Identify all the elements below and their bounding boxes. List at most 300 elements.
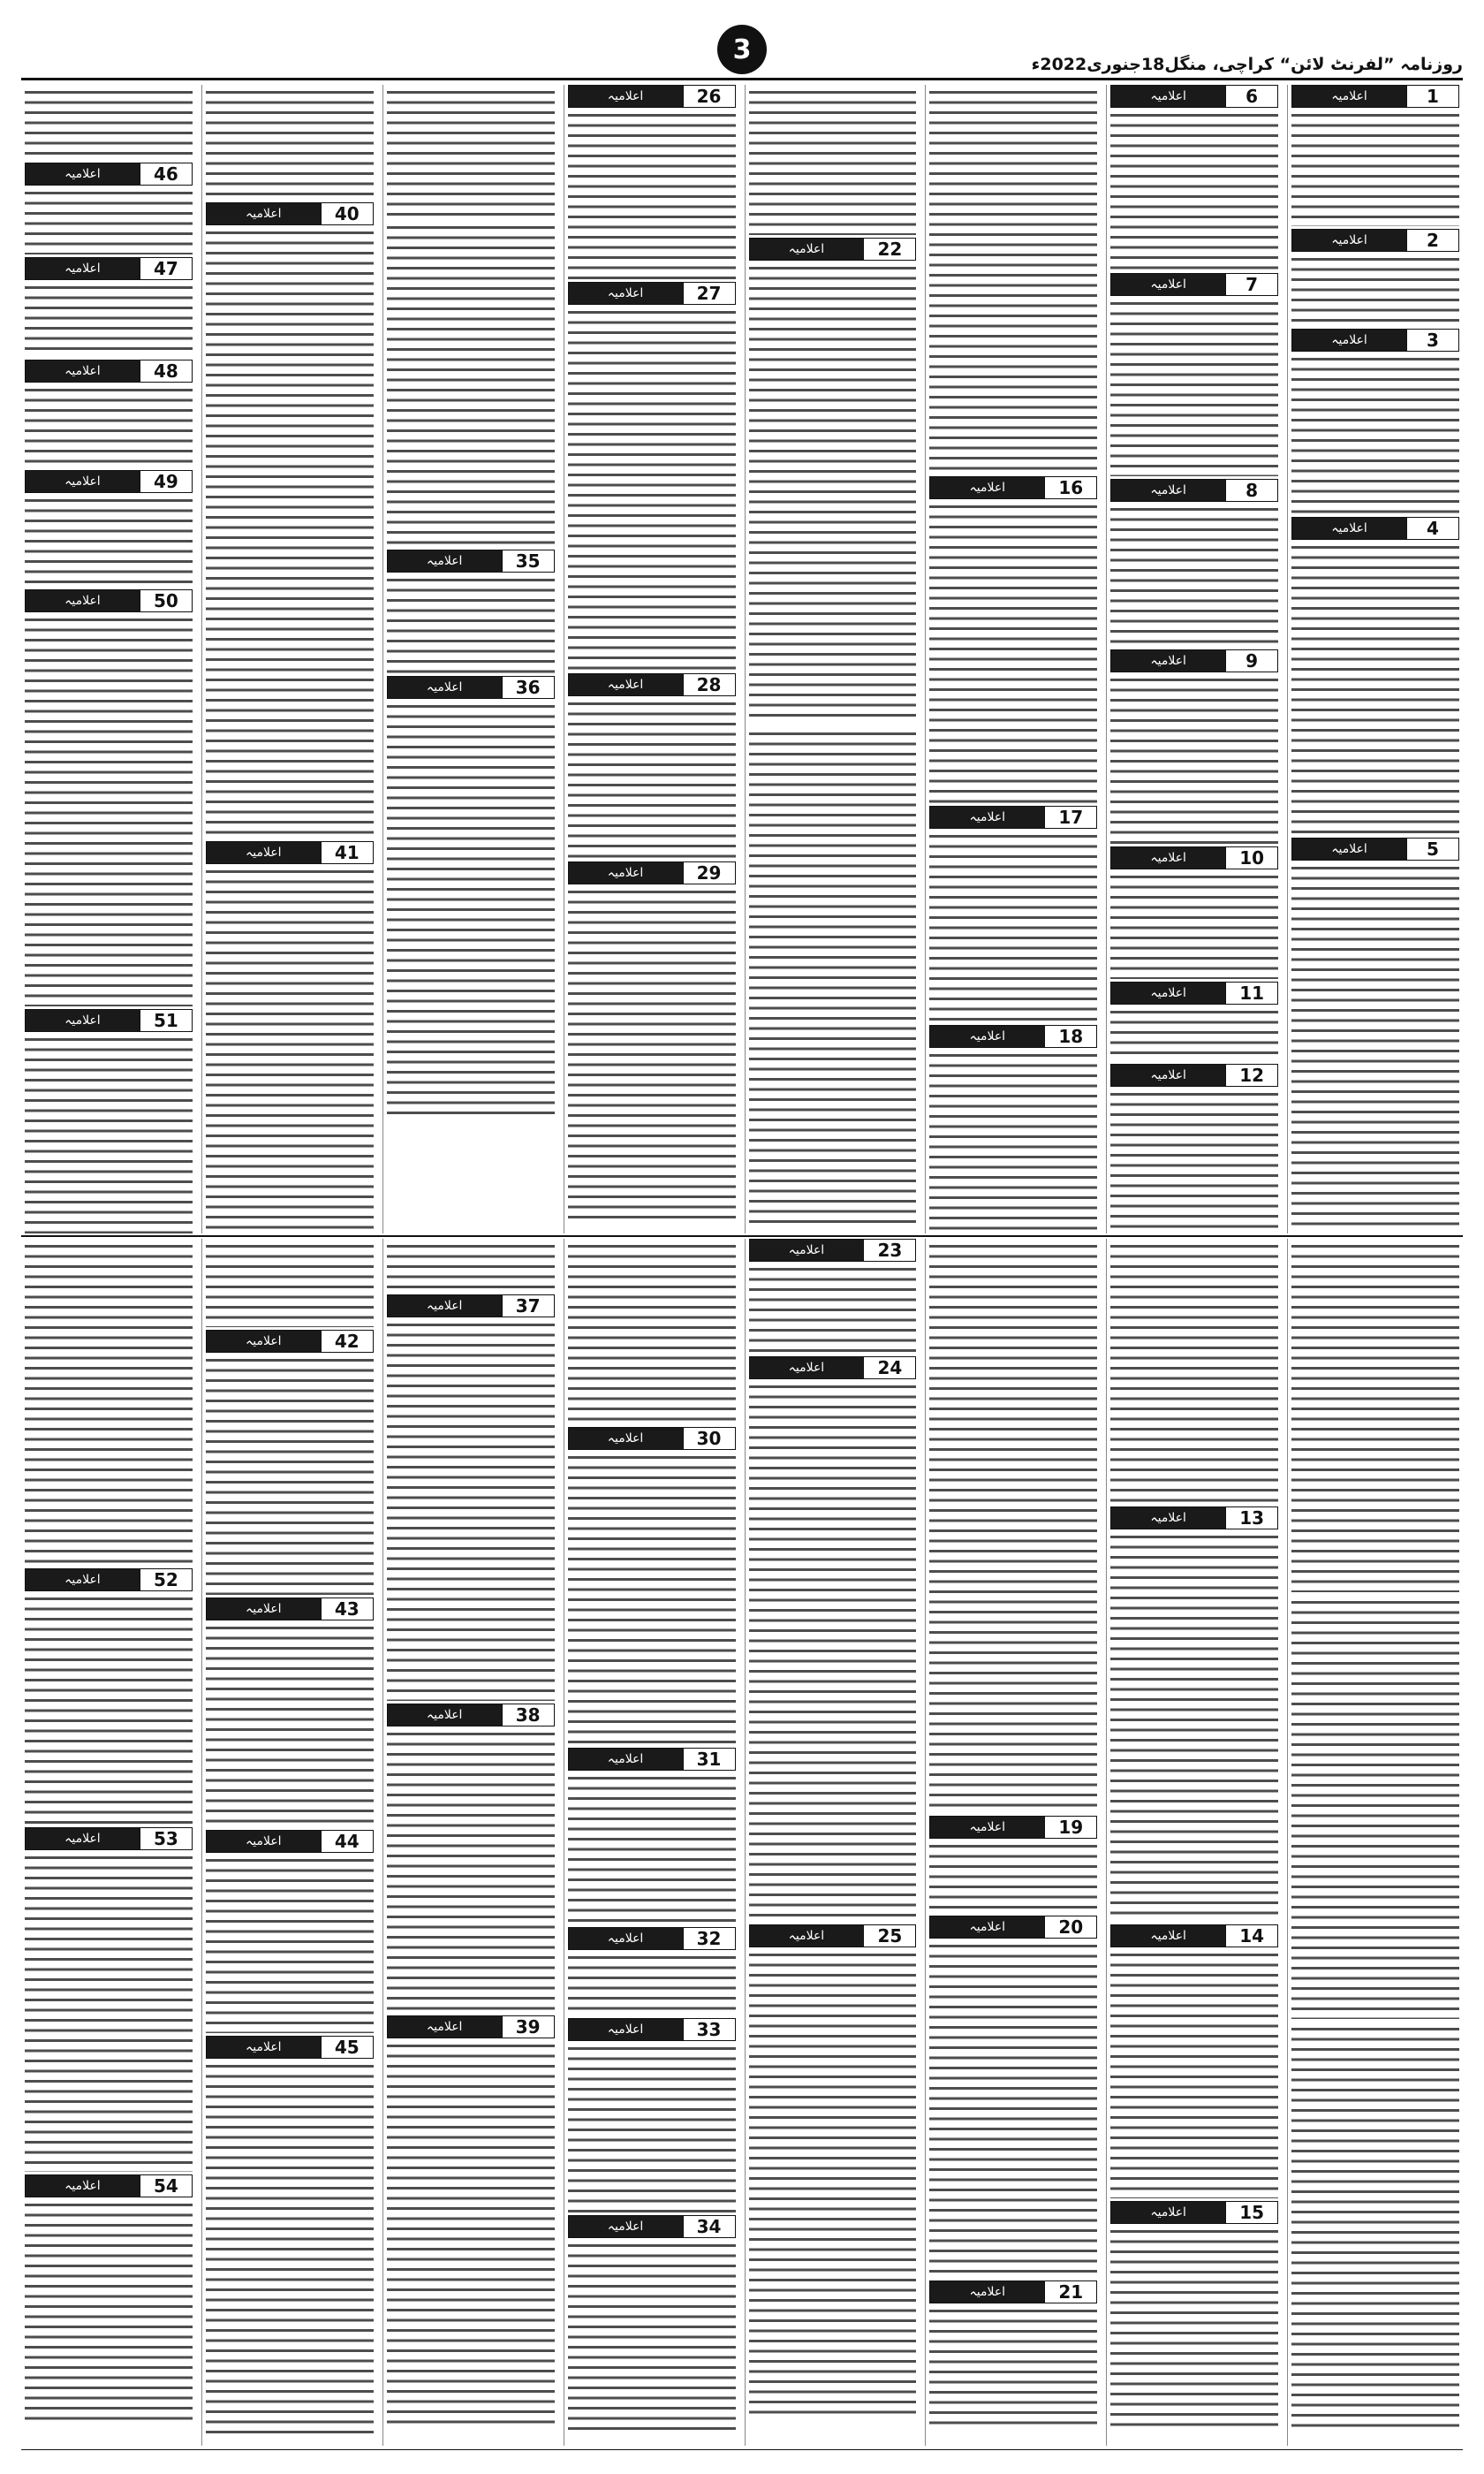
ad-body-text [749,1382,917,1922]
ad-body-text [749,263,917,724]
ad-body-text [387,1729,555,2013]
classified-ad [568,861,736,1224]
ad-label: اعلامیہ [1111,2202,1225,2223]
ad-label: اعلامیہ [1111,86,1225,107]
ad-body-text [1291,543,1459,835]
ad-label: اعلامیہ [207,1331,321,1352]
ad-number: 43 [321,1598,373,1620]
ad-header [929,2280,1097,2303]
ad-number: 8 [1225,480,1277,501]
ad-body-text [1291,254,1459,326]
ad-label: اعلامیہ [207,1598,321,1620]
ad-header [25,257,193,280]
ad-body-text [568,110,736,279]
classified-ad [1291,1595,1459,2019]
ad-body-text [1110,2227,1278,2431]
classified-ad [568,1427,736,1745]
ad-number: 42 [321,1331,373,1352]
ad-label: اعلامیہ [569,1928,683,1949]
classified-ad [1110,649,1278,844]
classified-ad [25,589,193,1006]
ad-number: 7 [1225,274,1277,295]
classified-ad [206,2036,374,2433]
ad-label: اعلامیہ [388,2016,502,2038]
ad-body-text [929,1051,1097,1233]
ad-number: 54 [140,2175,192,2197]
ad-column [745,85,920,1233]
ad-column [201,1239,377,2446]
ad-body-text [206,1241,374,1327]
ad-number: 19 [1044,1817,1096,1838]
ad-header [929,1916,1097,1939]
ad-body-text [206,87,374,200]
ad-header [749,1356,917,1379]
classified-ad [25,470,193,587]
ad-body-text [1291,1597,1459,2019]
top-section [21,85,1463,1233]
classified-ad [568,673,736,859]
ad-body-text [25,1853,193,2172]
ad-body-text [1291,354,1459,514]
ad-label: اعلامیہ [750,1240,864,1261]
classified-ad [25,1239,193,1566]
ad-body-text [568,887,736,1224]
ad-header [929,806,1097,829]
ad-body-text [387,575,555,673]
ad-column [925,1239,1101,2446]
ad-body-text [25,2200,193,2422]
ad-number: 40 [321,203,373,224]
ad-number: 3 [1406,330,1458,351]
ad-column [564,85,739,1233]
ad-header [206,202,374,225]
ad-number: 30 [683,1428,735,1449]
classified-ad [387,2015,555,2431]
ad-header [749,238,917,261]
ad-header [568,85,736,108]
ad-label: اعلامیہ [207,1831,321,1852]
ad-body-text [568,1953,736,2015]
ad-label: اعلامیہ [930,1026,1044,1047]
ad-label: اعلامیہ [569,2019,683,2040]
ad-body-text [387,1241,555,1292]
ad-label: اعلامیہ [930,807,1044,828]
ad-body-text [25,1594,193,1825]
ad-number: 13 [1225,1507,1277,1529]
ad-header [387,676,555,699]
ad-label: اعلامیہ [388,550,502,572]
ad-header [929,1816,1097,1839]
ad-number: 38 [502,1704,554,1726]
classified-ad [1110,2201,1278,2431]
ad-header [25,163,193,186]
ad-label: اعلامیہ [750,239,864,260]
ad-label: اعلامیہ [26,1828,140,1849]
section-divider [21,1235,1463,1237]
classified-ad [25,1568,193,1825]
ad-header [1291,85,1459,108]
ad-header [206,1330,374,1353]
ad-label: اعلامیہ [207,203,321,224]
ad-column [21,85,196,1233]
ad-body-text [568,1241,736,1424]
ad-label: اعلامیہ [750,1357,864,1378]
classified-ad [387,1239,555,1292]
ad-number: 27 [683,283,735,304]
ad-label: اعلامیہ [1111,1507,1225,1529]
ad-header [1110,1924,1278,1947]
classified-ad [1110,1924,1278,2198]
ad-body-text [1110,110,1278,270]
ad-body-text [25,385,193,468]
classified-ad [929,476,1097,803]
classified-ad [568,282,736,671]
classified-ad [929,85,1097,474]
ad-body-text [749,1950,917,2419]
ad-body-text [387,87,555,217]
ad-label: اعلامیہ [750,1925,864,1947]
ad-number: 24 [863,1357,915,1378]
ad-number: 18 [1044,1026,1096,1047]
ad-header [1291,329,1459,352]
ad-number: 20 [1044,1916,1096,1938]
ad-label: اعلامیہ [1111,1065,1225,1086]
ad-header [25,360,193,383]
ad-body-text [25,1035,193,1234]
classified-ad [206,1239,374,1327]
ad-label: اعلامیہ [930,477,1044,498]
ad-header [25,589,193,612]
ad-header [206,1597,374,1620]
classified-ad [1291,1239,1459,1592]
classified-ad [568,1239,736,1424]
ad-number: 48 [140,360,192,382]
ad-header [568,1927,736,1950]
ad-number: 46 [140,163,192,185]
ad-header [568,673,736,696]
classified-ad [1110,846,1278,979]
masthead: روزنامہ ”لفرنٹ لائن“ کراچی، منگل18جنوری2022ء [1031,55,1463,74]
classified-ad [1110,1064,1278,1232]
ad-body-text [206,1623,374,1827]
ad-number: 35 [502,550,554,572]
ad-body-text [25,283,193,357]
ad-header [25,2174,193,2197]
ad-body-text [1110,872,1278,979]
ad-column [382,85,558,1233]
ad-label: اعلامیہ [1111,1925,1225,1947]
classified-ad [387,1704,555,2013]
classified-ad [387,550,555,673]
ad-number: 49 [140,471,192,492]
ad-header [929,476,1097,499]
classified-ad [1291,838,1459,1226]
ad-header [1110,1506,1278,1529]
ad-label: اعلامیہ [207,842,321,863]
ad-body-text [387,223,555,547]
classified-ad [206,841,374,1230]
ad-column [1287,1239,1463,2446]
classified-ad [1110,982,1278,1061]
ad-label: اعلامیہ [26,1569,140,1590]
ad-label: اعلامیہ [569,283,683,304]
ad-body-text [1110,1532,1278,1922]
ad-number: 22 [863,239,915,260]
classified-ad [206,202,374,839]
ad-header [1291,838,1459,861]
ad-body-text [568,2044,736,2212]
ad-body-text [206,228,374,839]
ad-header [749,1239,917,1262]
ad-label: اعلامیہ [930,1817,1044,1838]
ad-number: 51 [140,1010,192,1031]
ad-label: اعلامیہ [26,360,140,382]
ad-header [568,282,736,305]
ad-number: 4 [1406,518,1458,539]
ad-column [925,85,1101,1233]
classified-ad [568,85,736,279]
ad-body-text [1110,1950,1278,2198]
ad-body-text [25,1241,193,1566]
ad-body-text [1110,1007,1278,1061]
ad-number: 16 [1044,477,1096,498]
ad-label: اعلامیہ [569,862,683,884]
ad-header [1291,229,1459,252]
ad-header [387,2015,555,2038]
ad-number: 12 [1225,1065,1277,1086]
ad-body-text [387,2041,555,2431]
classified-ad [25,1827,193,2172]
ad-label: اعلامیہ [1111,983,1225,1004]
classified-ad [929,1025,1097,1233]
ad-label: اعلامیہ [26,2175,140,2197]
ad-number: 25 [863,1925,915,1947]
ad-number: 32 [683,1928,735,1949]
ad-number: 21 [1044,2281,1096,2303]
classified-ad [929,2280,1097,2431]
ad-body-text [206,1856,374,2033]
page-number: 3 [717,25,767,74]
classified-ad [749,1239,917,1354]
ad-column [1287,85,1463,1233]
ad-header [568,1748,736,1771]
ad-number: 6 [1225,86,1277,107]
ad-body-text [1110,675,1278,844]
ad-header [1110,846,1278,869]
ad-number: 15 [1225,2202,1277,2223]
ad-number: 1 [1406,86,1458,107]
ad-body-text [568,307,736,671]
ad-header [1110,649,1278,672]
ad-header [1110,1064,1278,1087]
ad-header [387,1704,555,1726]
ad-body-text [929,502,1097,803]
classified-ad [25,85,193,160]
ad-number: 9 [1225,650,1277,672]
ad-label: اعلامیہ [1111,847,1225,869]
classified-ad [25,360,193,468]
ad-label: اعلامیہ [26,1010,140,1031]
ad-header [206,2036,374,2059]
ad-body-text [929,1941,1097,2278]
ad-body-text [1110,1089,1278,1232]
ad-column [745,1239,920,2446]
ad-number: 50 [140,590,192,611]
classified-ad [749,1356,917,1922]
classified-ad [387,1294,555,1701]
ad-column [21,1239,196,2446]
ad-number: 10 [1225,847,1277,869]
ad-header [206,841,374,864]
ad-body-text [749,1264,917,1354]
ad-body-text [206,2061,374,2433]
ad-number: 28 [683,674,735,695]
classified-ad [1291,517,1459,835]
ad-label: اعلامیہ [207,2037,321,2058]
classified-ad [1110,479,1278,647]
ad-body-text [749,729,917,1230]
ad-label: اعلامیہ [26,258,140,279]
classified-ad [749,726,917,1230]
classified-ad [1110,273,1278,476]
ad-body-text [25,615,193,1006]
ad-body-text [568,1453,736,1745]
ad-body-text [1291,2024,1459,2428]
ad-body-text [387,1320,555,1701]
ad-number: 47 [140,258,192,279]
ad-header [1110,2201,1278,2224]
ad-number: 39 [502,2016,554,2038]
ad-body-text [929,87,1097,474]
ad-number: 26 [683,86,735,107]
ad-number: 45 [321,2037,373,2058]
ad-label: اعلامیہ [26,163,140,185]
ad-header [749,1924,917,1947]
classified-ad [1291,229,1459,326]
ad-body-text [1291,110,1459,226]
bottom-margin [0,2453,1484,2474]
ad-body-text [568,2241,736,2436]
ad-body-text [1110,299,1278,476]
ad-header [1110,273,1278,296]
classified-ad [1291,329,1459,514]
ad-body-text [929,2306,1097,2431]
classified-ad [749,1924,917,2419]
bottom-section [21,1239,1463,2446]
ad-label: اعلامیہ [569,86,683,107]
classified-ad [568,1927,736,2015]
classified-ad [206,85,374,200]
ad-label: اعلامیہ [569,1428,683,1449]
classified-ad [929,1239,1097,1813]
classified-ad [1110,1239,1278,1504]
ad-header [25,1009,193,1032]
ad-number: 31 [683,1749,735,1770]
ad-label: اعلامیہ [1292,839,1406,860]
classified-ad [568,2215,736,2436]
ad-body-text [568,699,736,859]
classified-ad [1291,2022,1459,2428]
ad-label: اعلامیہ [388,1704,502,1726]
ad-label: اعلامیہ [569,1749,683,1770]
ad-header [206,1830,374,1853]
ad-body-text [1291,863,1459,1226]
ad-header [568,861,736,884]
ad-column [1106,85,1282,1233]
ad-number: 14 [1225,1925,1277,1947]
classified-ad [1110,1506,1278,1922]
ad-number: 29 [683,862,735,884]
ad-header [1110,479,1278,502]
ad-body-text [25,496,193,587]
ad-label: اعلامیہ [26,471,140,492]
ad-label: اعلامیہ [1292,86,1406,107]
ad-label: اعلامیہ [26,590,140,611]
ad-number: 52 [140,1569,192,1590]
ad-number: 11 [1225,983,1277,1004]
ad-label: اعلامیہ [1292,230,1406,251]
masthead-rule [21,78,1463,80]
classified-ad [568,1748,736,1924]
ad-number: 34 [683,2216,735,2237]
ad-number: 37 [502,1295,554,1317]
ad-label: اعلامیہ [1111,650,1225,672]
classified-ad [206,1597,374,1827]
ad-number: 44 [321,1831,373,1852]
classified-ad [929,1916,1097,2278]
ad-header [1110,982,1278,1005]
classified-ad [25,2174,193,2422]
classified-ad [1291,85,1459,226]
ad-label: اعلامیہ [930,2281,1044,2303]
ad-number: 33 [683,2019,735,2040]
ad-header [929,1025,1097,1048]
classified-ad [206,1830,374,2033]
ad-header [387,1294,555,1317]
ad-column [564,1239,739,2446]
ad-label: اعلامیہ [569,2216,683,2237]
ad-column [1106,1239,1282,2446]
ad-number: 23 [863,1240,915,1261]
ad-header [25,1568,193,1591]
ad-body-text [206,867,374,1230]
ad-number: 5 [1406,839,1458,860]
ad-body-text [929,1841,1097,1913]
ad-header [1291,517,1459,540]
classified-ad [929,1816,1097,1913]
ad-label: اعلامیہ [388,1295,502,1317]
classified-ad [387,85,555,217]
ad-number: 41 [321,842,373,863]
ad-header [25,470,193,493]
ad-body-text [568,1773,736,1924]
ad-header [568,1427,736,1450]
ad-label: اعلامیہ [1111,274,1225,295]
ad-number: 2 [1406,230,1458,251]
classified-ad [25,1009,193,1234]
ad-header [387,550,555,573]
ad-body-text [1291,1241,1459,1592]
ad-label: اعلامیہ [569,674,683,695]
ad-body-text [25,188,193,254]
ad-number: 53 [140,1828,192,1849]
ad-body-text [929,1241,1097,1813]
ad-label: اعلامیہ [1111,480,1225,501]
classified-ad [25,257,193,357]
classified-ad [1110,85,1278,270]
ad-body-text [1110,1241,1278,1504]
classified-ad [929,806,1097,1022]
